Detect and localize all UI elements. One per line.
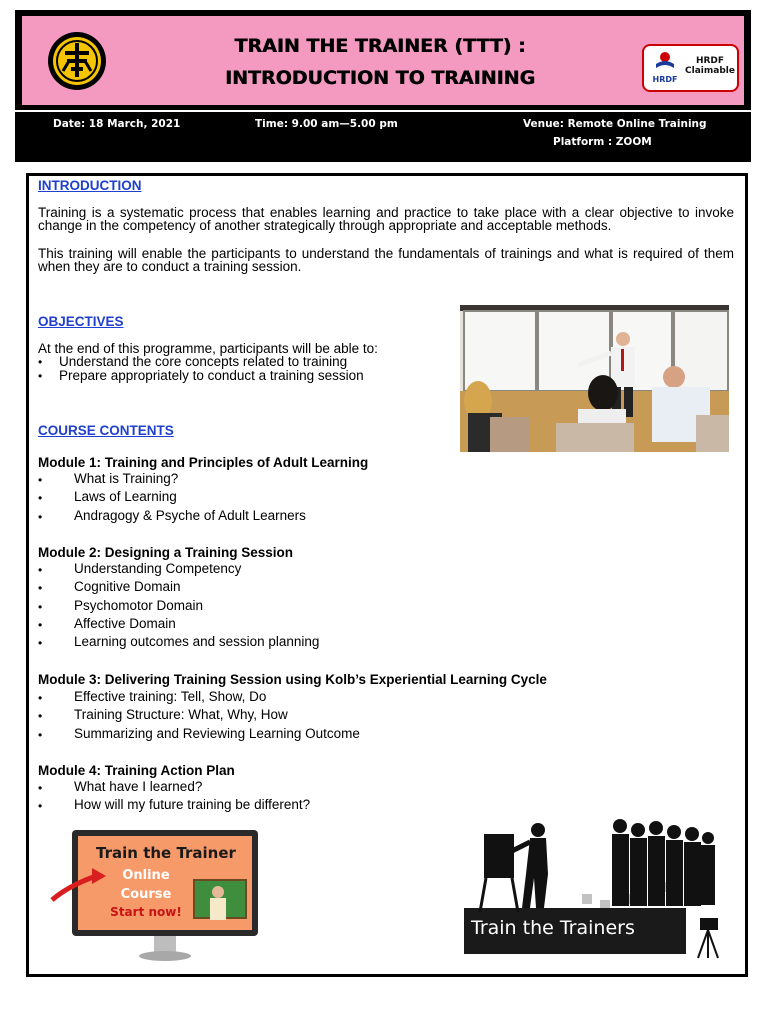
promo-line-course: Course: [120, 887, 172, 902]
list-item: • What is Training?: [38, 471, 306, 489]
module-2-list: [38, 561, 319, 652]
module-4-list: [38, 779, 310, 816]
online-course-promo-image: [48, 826, 260, 966]
module-1-list: [38, 471, 306, 526]
promo-title: Train the Trainer: [96, 844, 236, 862]
event-date: Date: 18 March, 2021: [53, 118, 181, 130]
list-item: • Affective Domain: [38, 616, 319, 634]
page-title-line1: TRAIN THE TRAINER (TTT) :: [234, 35, 526, 57]
hrdf-logo-icon: [650, 50, 680, 86]
train-the-trainers-image: [462, 812, 734, 962]
hrdf-claimable-label: Claimable: [685, 66, 735, 76]
event-venue: Venue: Remote Online Training: [523, 118, 707, 130]
hrdf-badge: [642, 44, 739, 92]
train-the-trainers-label: Train the Trainers: [471, 917, 635, 939]
list-item: • What have I learned?: [38, 779, 310, 797]
module-2-title: Module 2: Designing a Training Session: [38, 545, 294, 560]
promo-line-online: Online: [122, 868, 170, 883]
hrdf-logo-text: HRDF: [652, 75, 678, 84]
list-item: • Cognitive Domain: [38, 579, 319, 597]
list-item: • Prepare appropriately to conduct a training session: [38, 369, 364, 383]
list-item: • Laws of Learning: [38, 489, 306, 507]
objectives-heading: OBJECTIVES: [38, 314, 124, 329]
list-item: • How will my future training be different?: [38, 797, 310, 815]
event-platform: Platform : ZOOM: [553, 136, 652, 148]
introduction-paragraph-1: Training is a systematic process that enables learning and practice to take place with a clear objective to invoke change in the competency of another strategically through appropriate and acceptable methods.: [38, 205, 734, 233]
list-item: • Training Structure: What, Why, How: [38, 707, 360, 725]
objectives-list: [38, 355, 364, 383]
module-3-title: Module 3: Delivering Training Session using Kolb’s Experiential Learning Cycle: [38, 672, 547, 687]
list-item: • Effective training: Tell, Show, Do: [38, 689, 360, 707]
page-title-line2: INTRODUCTION TO TRAINING: [224, 67, 536, 89]
header-banner: [22, 16, 744, 105]
introduction-paragraph-2: This training will enable the participants to understand the fundamentals of trainings and what is required of them when they are to conduct a training session.: [38, 246, 734, 274]
list-item: • Summarizing and Reviewing Learning Outcome: [38, 726, 360, 744]
list-item: • Psychomotor Domain: [38, 598, 319, 616]
hrdf-label: HRDF: [695, 56, 725, 66]
module-4-title: Module 4: Training Action Plan: [38, 763, 235, 778]
objectives-lead: At the end of this programme, participants will be able to:: [38, 341, 378, 356]
list-item: • Understand the core concepts related to training: [38, 355, 364, 369]
module-3-list: [38, 689, 360, 744]
classroom-photo: [460, 305, 729, 452]
event-info-bar: [15, 112, 751, 162]
introduction-heading: INTRODUCTION: [38, 178, 142, 193]
promo-line-start: Start now!: [110, 905, 182, 919]
organization-logo: [47, 31, 107, 91]
list-item: • Andragogy & Psyche of Adult Learners: [38, 508, 306, 526]
course-contents-heading: COURSE CONTENTS: [38, 423, 174, 438]
list-item: • Understanding Competency: [38, 561, 319, 579]
module-1-title: Module 1: Training and Principles of Adult Learning: [38, 455, 369, 470]
event-time: Time: 9.00 am—5.00 pm: [255, 118, 398, 130]
list-item: • Learning outcomes and session planning: [38, 634, 319, 652]
hrdf-text: [682, 56, 738, 76]
